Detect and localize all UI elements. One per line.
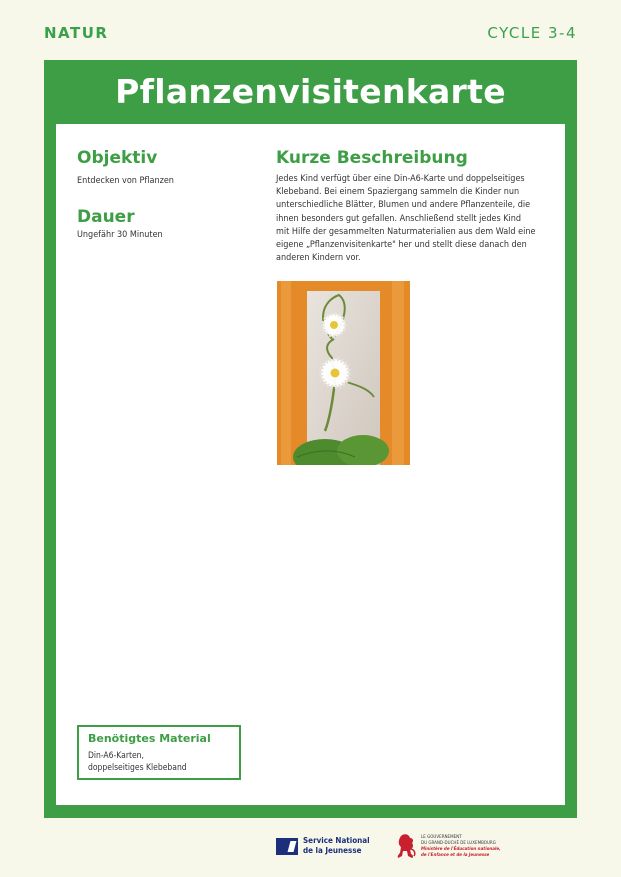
description-line: unterschiedliche Blätter, Blumen und andere Pflanzenteile, die	[276, 200, 531, 211]
page-header	[44, 24, 577, 46]
gov-line: DU GRAND-DUCHÉ DE LUXEMBOURG	[421, 841, 496, 846]
plant-card-photo	[277, 281, 410, 465]
description-line: ihnen besonders gut gefallen. Anschließend stellt jedes Kind	[276, 213, 522, 224]
duration-text: Ungefähr 30 Minuten	[77, 230, 163, 240]
material-text	[88, 750, 187, 774]
description-line: anderen Kindern vor.	[276, 253, 361, 264]
description-line: mit Hilfe der gesammelten Naturmaterialien aus dem Wald eine	[276, 226, 536, 237]
activity-card-frame	[44, 60, 577, 818]
duration-heading: Dauer	[77, 207, 135, 227]
material-heading: Benötigtes Material	[88, 732, 211, 745]
snj-line: de la Jeunesse	[303, 846, 362, 855]
snj-logo-text	[303, 836, 373, 856]
card-title: Pflanzenvisitenkarte	[115, 72, 506, 111]
gov-line: Ministère de l'Éducation nationale,	[421, 847, 501, 852]
description-line: Jedes Kind verfügt über eine Din-A6-Karte und doppelseitiges	[276, 174, 525, 184]
lion-icon	[395, 832, 417, 860]
objective-text: Entdecken von Pflanzen	[77, 176, 174, 186]
objective-heading: Objektiv	[77, 148, 158, 168]
description-heading: Kurze Beschreibung	[276, 148, 468, 168]
gov-line: LE GOUVERNEMENT	[421, 835, 462, 840]
category-label: NATUR	[44, 24, 109, 42]
description-line: Klebeband. Bei einem Spaziergang sammeln die Kinder nun	[276, 187, 520, 198]
snj-logo	[276, 832, 371, 862]
cycle-label: CYCLE 3-4	[487, 24, 577, 42]
material-line: Din-A6-Karten,	[88, 751, 144, 761]
government-logo-text	[421, 835, 521, 859]
government-logo	[395, 832, 520, 862]
gov-line: de l'Enfance et de la Jeunesse	[421, 853, 490, 858]
description-text	[276, 173, 542, 265]
material-box	[77, 725, 241, 780]
description-line: eigene „Pflanzenvisitenkarte" her und stellt diese danach den	[276, 240, 527, 251]
activity-card-body	[56, 124, 565, 805]
snj-logo-mark	[276, 838, 298, 855]
snj-line: Service National	[303, 836, 370, 845]
material-line: doppelseitiges Klebeband	[88, 763, 187, 773]
